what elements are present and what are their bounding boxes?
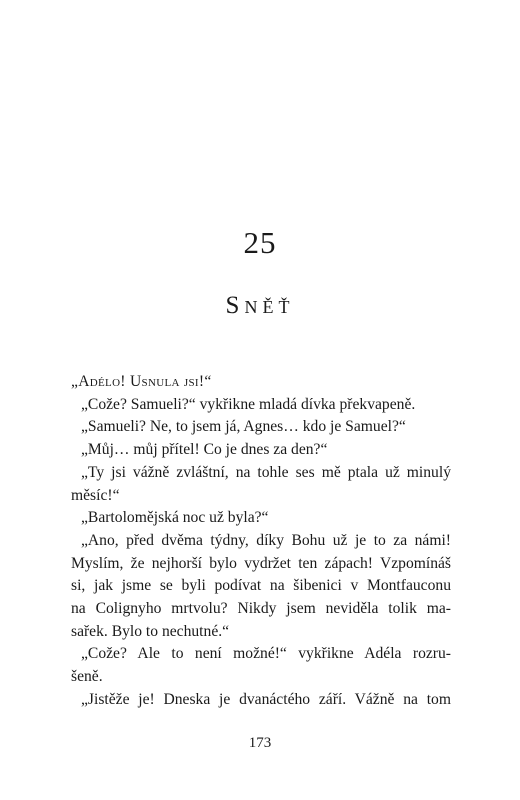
text-line-8: „Ano, před dvěma týdny, díky Bohu už je to za námi! (81, 531, 451, 549)
text-line-10: si, jak jsme se byli podívat na šibenici v Montfauconu (71, 577, 451, 595)
text-line-13: „Cože? Ale to není možné!“ vykřikne Adéla rozru- (81, 645, 451, 663)
chapter-number: 25 (243, 225, 277, 260)
text-line-7: „Bartolomějská noc už byla?“ (81, 509, 269, 527)
body-text (71, 371, 451, 712)
text-line-11: na Colignyho mrtvolu? Nikdy jsem neviděla tolik ma- (71, 600, 451, 618)
text-line-12: sařek. Bylo to nechutné.“ (71, 622, 230, 640)
text-line-4: „Můj… můj přítel! Co je dnes za den?“ (81, 441, 328, 459)
text-line-9: Myslím, že nejhorší bylo vydržet ten zápach! Vzpomínáš (71, 554, 451, 572)
text-line-3: „Samueli? Ne, to jsem já, Agnes… kdo je Samuel?“ (81, 418, 406, 436)
page-number: 173 (248, 735, 272, 751)
text-line-2: „Cože? Samueli?“ vykřikne mladá dívka překvapeně. (81, 395, 416, 413)
text-line-15: „Jistěže je! Dneska je dvanáctého září. Vážně na tom (81, 690, 451, 708)
text-line-6: měsíc!“ (71, 486, 120, 504)
text-line-14: šeně. (71, 668, 103, 686)
text-line-1: „Adélo! Usnula jsi!“ (71, 373, 212, 390)
chapter-title: Sněť (225, 292, 295, 319)
text-line-5: „Ty jsi vážně zvláštní, na tohle ses mě ptala už minulý (81, 463, 451, 481)
